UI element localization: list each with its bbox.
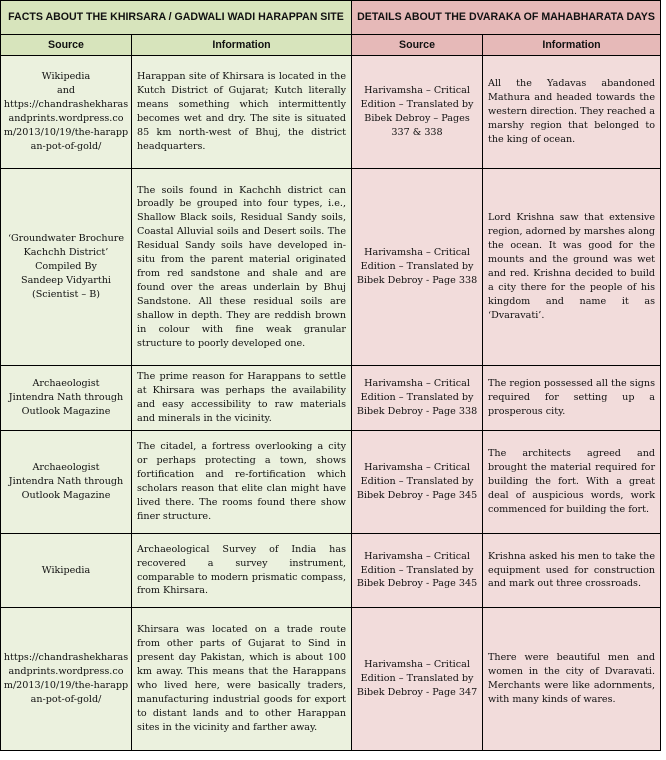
left-source-cell — [1, 366, 132, 431]
source-line: Jintendra Nath through Outlook Magazine — [8, 476, 124, 501]
right-source-header: Source — [352, 35, 483, 56]
source-url: https://chandrashekharasandprints.wordpress.com/2013/10/19/the-harappan-pot-of-gold/ — [3, 652, 129, 705]
left-source-cell — [1, 431, 132, 534]
source-line: Archaeologist — [32, 378, 100, 390]
column-header-row — [1, 35, 661, 56]
left-source-cell — [1, 169, 132, 366]
left-info-cell: Archaeological Survey of India has recovered a survey instrument, comparable to modern prismatic compass, from Khirsara. — [132, 534, 352, 608]
right-info-cell: All the Yadavas abandoned Mathura and headed towards the western direction. They reached a marshy region that belonged to the king of ocean. — [483, 56, 661, 169]
source-line: Archaeologist — [32, 462, 100, 474]
right-source-cell: Harivamsha – Critical Edition – Translated by Bibek Debroy - Page 347 — [352, 608, 483, 751]
right-info-cell: The region possessed all the signs required for setting up a prosperous city. — [483, 366, 661, 431]
left-info-cell: The prime reason for Harappans to settle at Khirsara was perhaps the availability and easy accessibility to raw materials and minerals in the vicinity. — [132, 366, 352, 431]
source-line: Sandeep Vidyarthi — [21, 274, 111, 286]
table-row — [1, 366, 661, 431]
table-row — [1, 169, 661, 366]
left-info-cell: The soils found in Kachchh district can broadly be grouped into four types, i.e., Shallow Black soils, Residual Sandy soils, Coastal Alluvial soils and Desert soils. The Residual Sandy soils have developed in-situ from the parent material originated from red sandstone and shale and are found over the areas underlain by Bhuj Sandstone. All these residual soils are shallow in depth. They are reddish brown in colour with fine weak granular structure to poorly developed one. — [132, 169, 352, 366]
source-line: Compiled By — [35, 261, 97, 273]
right-source-cell: Harivamsha – Critical Edition – Translated by Bibek Debroy - Page 338 — [352, 366, 483, 431]
right-info-cell: There were beautiful men and women in the city of Dvaravati. Merchants were like adornments, with many kinds of wares. — [483, 608, 661, 751]
left-source-cell — [1, 56, 132, 169]
source-line: Jintendra Nath through Outlook Magazine — [8, 392, 124, 417]
left-information-header: Information — [132, 35, 352, 56]
left-info-cell: The citadel, a fortress overlooking a city or perhaps protecting a town, shows fortification and re-fortification which scholars reason that elite clan might have lived there. The rooms found there show finer structure. — [132, 431, 352, 534]
source-line: ‘Groundwater Brochure — [7, 233, 125, 245]
right-info-cell: Lord Krishna saw that extensive region, adorned by marshes along the ocean. It was good for the mounts and the ground was wet and red. Krishna decided to build a city there for the people of his kingdom and name it as ‘Dvaravati’. — [483, 169, 661, 366]
right-info-cell: Krishna asked his men to take the equipment used for construction and mark out three crossroads. — [483, 534, 661, 608]
right-source-cell: Harivamsha – Critical Edition – Translated by Bibek Debroy - Page 345 — [352, 431, 483, 534]
source-line: Wikipedia — [41, 564, 91, 576]
left-info-cell: Khirsara was located on a trade route from other parts of Gujarat to Sind in present day Pakistan, which is about 100 km away. This means that the Harappans who lived here, were basically traders, manufacturing industrial goods for export to distant lands and to other Harappan sites in the vicinity and farther away. — [132, 608, 352, 751]
source-url: https://chandrashekharasandprints.wordpress.com/2013/10/19/the-harappan-pot-of-gold/ — [3, 99, 129, 152]
left-info-cell: Harappan site of Khirsara is located in the Kutch District of Gujarat; Kutch literally means something which intermittently becomes wet and dry. The site is situated 85 km north-west of Bhuj, the district headquarters. — [132, 56, 352, 169]
right-information-header: Information — [483, 35, 661, 56]
right-source-cell: Harivamsha – Critical Edition – Translated by Bibek Debroy - Page 338 — [352, 169, 483, 366]
table-row — [1, 431, 661, 534]
right-section-title: DETAILS ABOUT THE DVARAKA OF MAHABHARATA DAYS — [352, 1, 661, 35]
right-source-cell: Harivamsha – Critical Edition – Translated by Bibek Debroy – Pages 337 & 338 — [352, 56, 483, 169]
table-row — [1, 534, 661, 608]
left-source-header: Source — [1, 35, 132, 56]
table-row — [1, 56, 661, 169]
source-line: (Scientist – B) — [31, 288, 100, 300]
right-source-cell: Harivamsha – Critical Edition – Translated by Bibek Debroy - Page 345 — [352, 534, 483, 608]
left-source-cell — [1, 608, 132, 751]
right-info-cell: The architects agreed and brought the material required for building the fort. With a great deal of auspicious words, work commenced for building the fort. — [483, 431, 661, 534]
left-source-cell — [1, 534, 132, 608]
source-line: Kachchh District’ — [23, 247, 109, 259]
left-section-title: FACTS ABOUT THE KHIRSARA / GADWALI WADI HARAPPAN SITE — [1, 1, 352, 35]
source-line: and — [56, 85, 76, 97]
source-line: Wikipedia — [41, 71, 91, 83]
table-title-row — [1, 1, 661, 35]
table-row — [1, 608, 661, 751]
